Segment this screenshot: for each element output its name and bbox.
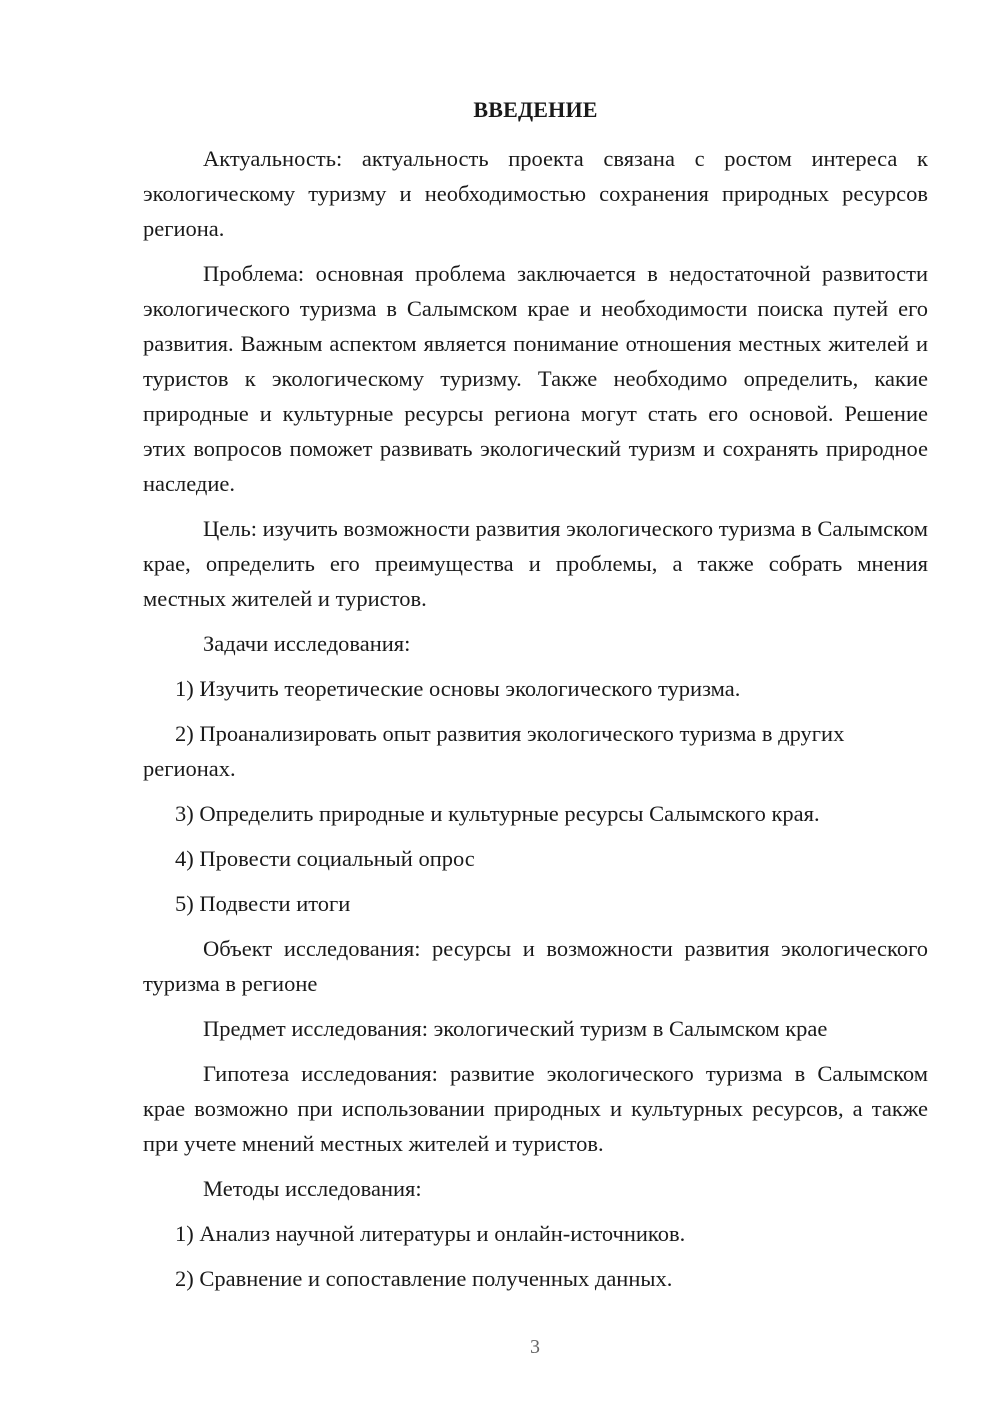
task-item: 1) Изучить теоретические основы экологического туризма. [175,676,741,701]
task-item: 5) Подвести итоги [175,891,351,916]
object-paragraph: Объект исследования: ресурсы и возможности развития экологического туризма в регионе [143,936,928,996]
relevance-paragraph: Актуальность: актуальность проекта связана с ростом интереса к экологическому туризму и необходимостью сохранения природных ресурсов региона. [143,146,928,241]
subject-paragraph: Предмет исследования: экологический туризм в Салымском крае [203,1016,828,1041]
methods-title: Методы исследования: [203,1176,422,1201]
problem-paragraph: Проблема: основная проблема заключается в недостаточной развитости экологического туризма в Салымском крае и необходимости поиска путей его развития. Важным аспектом является понимание отношения местных жителей и туристов к экологическому туризму. Также необходимо определить, какие природные и культурные ресурсы региона могут стать его основой. Решение этих вопросов поможет развивать экологический туризм и сохранять природное наследие. [143,261,928,496]
hypothesis-paragraph: Гипотеза исследования: развитие экологического туризма в Салымском крае возможно при использовании природных и культурных ресурсов, а также при учете мнений местных жителей и туристов. [143,1061,928,1156]
section-heading: ВВЕДЕНИЕ [473,97,598,122]
page-content [143,92,928,1306]
method-item: 2) Сравнение и сопоставление полученных данных. [175,1266,673,1291]
method-item: 1) Анализ научной литературы и онлайн-источников. [175,1221,686,1246]
goal-paragraph: Цель: изучить возможности развития экологического туризма в Салымском крае, определить его преимущества и проблемы, а также собрать мнения местных жителей и туристов. [143,516,928,611]
tasks-title: Задачи исследования: [203,631,411,656]
page-number: 3 [530,1336,540,1358]
task-item: 4) Провести социальный опрос [175,846,475,871]
task-item: 3) Определить природные и культурные ресурсы Салымского края. [175,801,820,826]
task-item: 2) Проанализировать опыт развития экологического туризма в других регионах. [143,721,845,781]
